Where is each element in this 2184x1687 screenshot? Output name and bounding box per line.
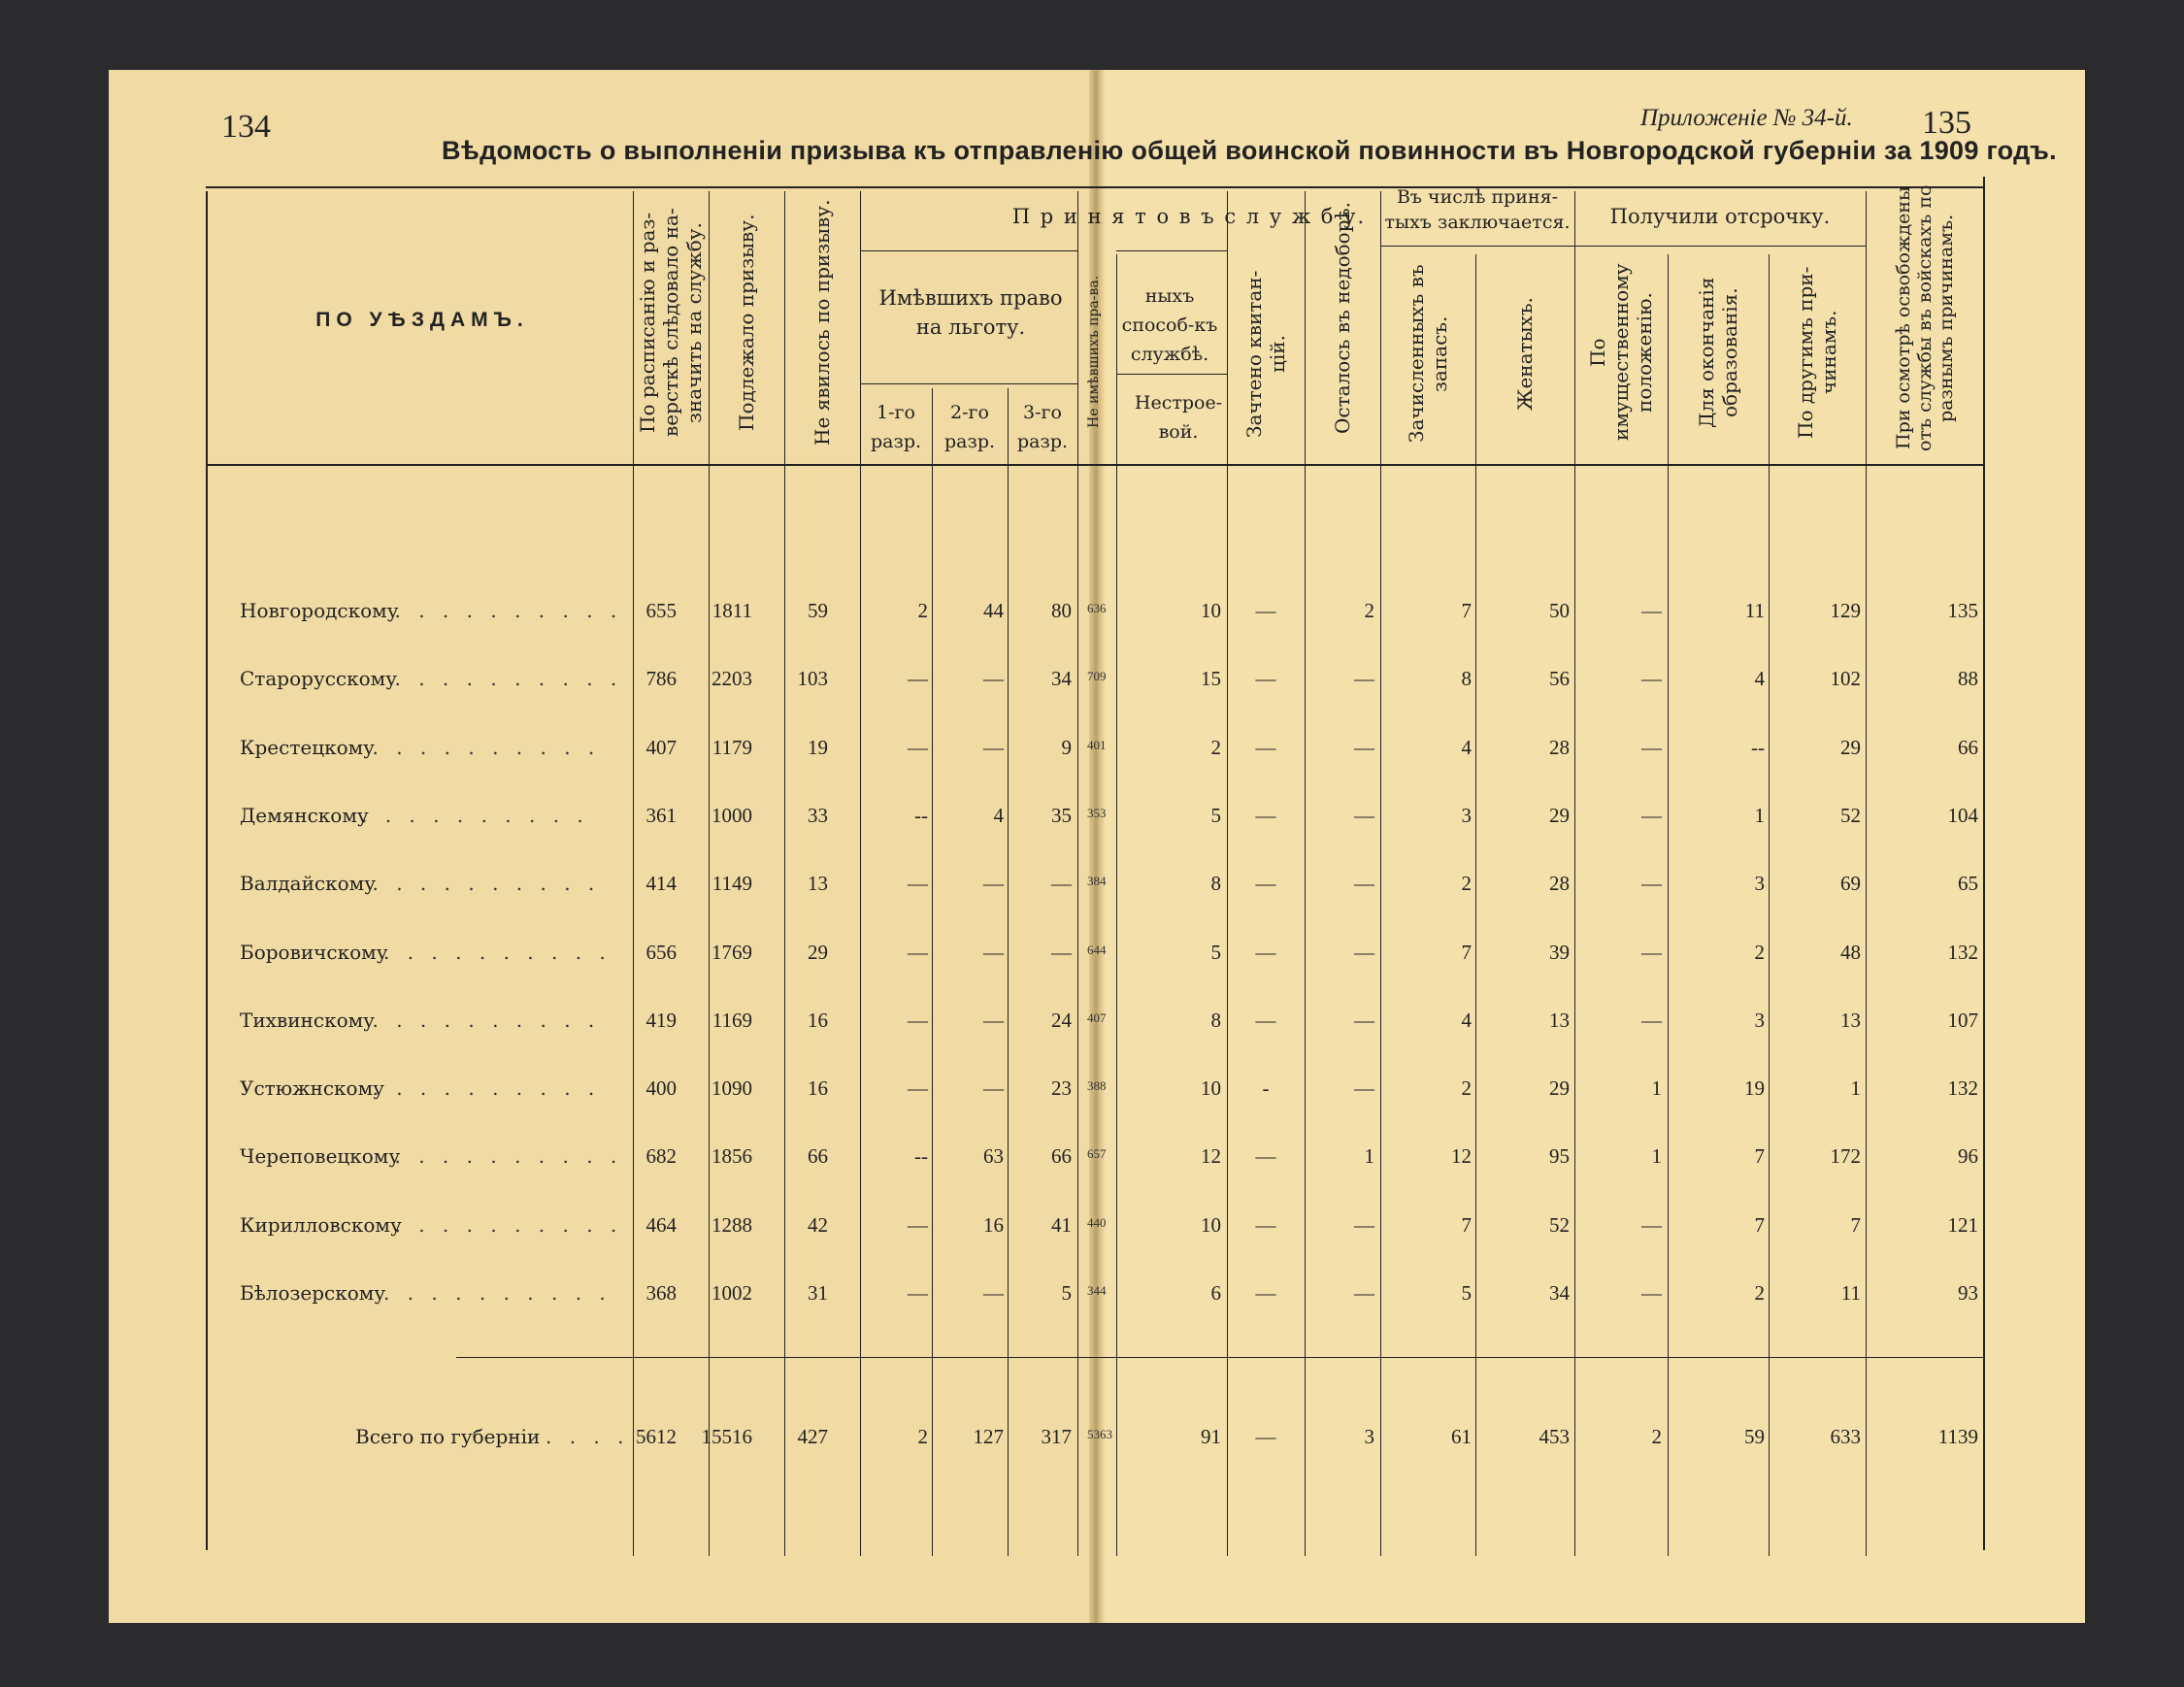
clipped-value: 407 — [1087, 1009, 1107, 1025]
header-noncombat: Нестрое-вой. — [1134, 392, 1223, 443]
cell-value: 8 — [1210, 1008, 1221, 1032]
cell-value: 59 — [808, 599, 828, 622]
cell-value: 4 — [993, 803, 1004, 827]
cell-value: 35 — [1051, 803, 1072, 827]
cell-value: 33 — [808, 803, 828, 827]
cell-value: — — [1641, 872, 1662, 896]
cell-value: 93 — [1958, 1281, 1978, 1305]
cell-value: 464 — [645, 1212, 677, 1237]
total-label: Всего по губерніи — [355, 1425, 541, 1448]
cell-value: 28 — [1549, 872, 1570, 896]
cell-value: 96 — [1958, 1144, 1978, 1169]
cell-value: — — [1255, 1425, 1276, 1448]
header-subrule — [1116, 374, 1227, 375]
cell-value: 16 — [808, 1076, 828, 1101]
clipped-value: 384 — [1087, 874, 1107, 889]
cell-value: — — [1255, 735, 1276, 759]
cell-value: 5 — [1061, 1281, 1072, 1305]
cell-value: -- — [914, 803, 928, 827]
leader-dots: . . . . . . . . . . — [372, 872, 601, 896]
cell-value: 655 — [645, 599, 677, 622]
header-among-accepted: Въ числѣ приня-тыхъ заключается. — [1384, 186, 1571, 233]
cell-value: 12 — [1451, 1144, 1472, 1169]
clipped-value: 709 — [1087, 669, 1107, 684]
leader-dots: . . . . — [546, 1425, 630, 1448]
cell-value: 6 — [1210, 1281, 1221, 1305]
cell-value: 10 — [1201, 599, 1221, 622]
cell-value: 682 — [645, 1144, 677, 1169]
cell-value: 129 — [1830, 599, 1861, 622]
leader-dots: . . . . . . . . . . — [394, 599, 623, 622]
cell-value: 24 — [1051, 1008, 1072, 1032]
cell-value: — — [1255, 599, 1276, 622]
cell-value: — — [908, 1281, 928, 1305]
leader-dots: . . . . . . . . . . — [394, 1212, 623, 1237]
leader-dots: . . . . . . . . . . — [394, 1144, 623, 1169]
header-cat2: 2-го разр. — [943, 402, 996, 452]
cell-value: 52 — [1840, 803, 1861, 827]
column-rule — [1116, 254, 1117, 1556]
cell-value: — — [908, 1076, 928, 1101]
cell-value: 13 — [808, 872, 828, 896]
clipped-value: 401 — [1087, 737, 1107, 752]
cell-value: 11 — [1744, 599, 1765, 622]
cell-value: 1856 — [711, 1144, 752, 1169]
district-name: Бѣлозерскому — [240, 1281, 386, 1305]
header-shortfall: Осталось въ недоборѣ. — [1331, 202, 1354, 434]
cell-value: 1769 — [711, 940, 752, 964]
cell-value: — — [1255, 1144, 1276, 1169]
cell-value: — — [983, 940, 1004, 964]
cell-value: 4 — [1461, 1008, 1472, 1032]
cell-value: 7 — [1461, 940, 1472, 964]
cell-value: 7 — [1850, 1212, 1861, 1237]
cell-value: 16 — [808, 1008, 828, 1032]
cell-value: 13 — [1840, 1008, 1861, 1032]
cell-value: — — [1255, 803, 1276, 827]
cell-value: — — [983, 1281, 1004, 1305]
header-subrule — [1116, 250, 1227, 251]
cell-value: — — [1641, 667, 1662, 691]
cell-value: — — [908, 940, 928, 964]
column-rule — [932, 388, 933, 1556]
cell-value: 2 — [1754, 1281, 1765, 1305]
cell-value: 28 — [1549, 735, 1570, 759]
cell-value: 19 — [1744, 1076, 1765, 1101]
district-name: Устюжнскому — [240, 1076, 384, 1101]
clipped-value: 344 — [1087, 1283, 1107, 1298]
header-cat1: 1-го разр. — [870, 402, 922, 452]
leader-dots: . . . . . . . . . . — [361, 803, 589, 827]
cell-value: 48 — [1840, 940, 1861, 964]
cell-value: 31 — [808, 1281, 828, 1305]
cell-value: 2203 — [711, 667, 752, 691]
cell-value: 453 — [1539, 1425, 1570, 1448]
district-name: Кирилловскому — [240, 1212, 402, 1237]
cell-value: 66 — [1958, 735, 1978, 759]
cell-value: 103 — [797, 667, 828, 691]
table-top-rule — [206, 186, 1984, 188]
cell-value: — — [1354, 735, 1374, 759]
cell-value: — — [1255, 1212, 1276, 1237]
cell-value: 50 — [1549, 599, 1570, 622]
cell-value: 15 — [1201, 667, 1221, 691]
cell-value: — — [908, 667, 928, 691]
cell-value: 317 — [1041, 1425, 1072, 1448]
cell-value: -- — [1751, 735, 1765, 759]
cell-value: 1811 — [711, 599, 752, 622]
district-name: Крестецкому — [240, 735, 375, 759]
cell-value: 9 — [1061, 735, 1072, 759]
header-reserve: Зачисленныхъ въ запасъ. — [1405, 264, 1451, 444]
cell-value: — — [1641, 599, 1662, 622]
cell-value: — — [908, 872, 928, 896]
header-property: По имущественному положенію. — [1586, 263, 1656, 442]
header-bottom-rule — [206, 464, 1984, 466]
cell-value: 104 — [1947, 803, 1978, 827]
cell-value: 656 — [645, 940, 677, 964]
cell-value: — — [1354, 1076, 1374, 1101]
cell-value: — — [1255, 667, 1276, 691]
cell-value: 7 — [1754, 1212, 1765, 1237]
district-name: Новгородскому — [240, 599, 399, 622]
cell-value: 12 — [1201, 1144, 1221, 1169]
header-no-privilege: Не имѣвшихъ пра-ва. — [1086, 275, 1102, 428]
cell-value: — — [1354, 1212, 1374, 1237]
cell-value: 34 — [1051, 667, 1072, 691]
cell-value: 2 — [1461, 872, 1472, 896]
cell-value: 3 — [1461, 803, 1472, 827]
header-fit-fragment: ныхъ способ-къ службѣ. — [1121, 285, 1218, 365]
cell-value: — — [908, 1212, 928, 1237]
document-title: Вѣдомость о выполненіи призыва къ отправленію общей воинской повинности въ Новгородской губерніи за 1909 годъ. — [442, 136, 2057, 165]
clipped-value: 388 — [1087, 1078, 1107, 1094]
cell-value: 132 — [1947, 940, 1978, 964]
cell-value: 66 — [808, 1144, 828, 1169]
cell-value: — — [1255, 940, 1276, 964]
cell-value: 66 — [1051, 1144, 1072, 1169]
cell-value: 10 — [1201, 1076, 1221, 1101]
leader-dots: . . . . . . . . . . — [372, 735, 601, 759]
cell-value: — — [908, 1008, 928, 1032]
clipped-value: 657 — [1087, 1146, 1107, 1162]
cell-value: 41 — [1051, 1212, 1072, 1237]
header-privileged: Имѣвшихъ право на льготу. — [878, 286, 1063, 339]
cell-value: — — [1641, 1008, 1662, 1032]
cell-value: 132 — [1947, 1076, 1978, 1101]
clipped-value: 644 — [1087, 942, 1107, 957]
header-not-appeared: Не явилось по призыву. — [811, 199, 834, 447]
cell-value: 11 — [1840, 1281, 1861, 1305]
leader-dots: . . . . . . . . . . — [383, 1281, 612, 1305]
cell-value: — — [983, 1076, 1004, 1101]
header-district: ПО УѢЗДАМЪ. — [315, 309, 529, 331]
cell-value: 107 — [1947, 1008, 1978, 1032]
cell-value: 414 — [645, 872, 677, 896]
clipped-value: 353 — [1087, 805, 1107, 820]
cell-value: 2 — [917, 1425, 928, 1448]
cell-value: 102 — [1830, 667, 1861, 691]
header-subrule — [860, 250, 1077, 251]
cell-value: 13 — [1549, 1008, 1570, 1032]
cell-value: — — [1641, 1281, 1662, 1305]
cell-value: — — [1051, 872, 1072, 896]
cell-value: 29 — [808, 940, 828, 964]
cell-value: 127 — [973, 1425, 1004, 1448]
page-number-left: 134 — [221, 109, 271, 145]
cell-value: 1169 — [711, 1008, 752, 1032]
district-name: Старорусскому — [240, 667, 397, 691]
column-rule — [1008, 388, 1009, 1556]
district-name: Тихвинскому — [240, 1008, 375, 1032]
cell-value: 23 — [1051, 1076, 1072, 1101]
cell-value: — — [1354, 1008, 1374, 1032]
cell-value: — — [1641, 735, 1662, 759]
table-left-rule — [206, 191, 208, 1550]
page-number-right: 135 — [1922, 105, 1971, 141]
clipped-value: 636 — [1087, 601, 1107, 615]
cell-value: 400 — [645, 1076, 677, 1101]
header-deferral: Получили отсрочку. — [1609, 205, 1831, 228]
cell-value: 29 — [1549, 1076, 1570, 1101]
cell-value: — — [1255, 1281, 1276, 1305]
cell-value: 2 — [917, 599, 928, 622]
cell-value: 1 — [1651, 1144, 1662, 1169]
cell-value: 5 — [1210, 803, 1221, 827]
header-subject: Подлежало призыву. — [735, 214, 758, 432]
cell-value: 88 — [1958, 667, 1978, 691]
cell-value: 8 — [1461, 667, 1472, 691]
cell-value: 2 — [1210, 735, 1221, 759]
cell-value: 56 — [1549, 667, 1570, 691]
cell-value: 1 — [1651, 1076, 1662, 1101]
cell-value: 8 — [1210, 872, 1221, 896]
cell-value: 16 — [983, 1212, 1004, 1237]
cell-value: 1 — [1754, 803, 1765, 827]
cell-value: 80 — [1051, 599, 1072, 622]
leader-dots: . . . . . . . . . . — [372, 1076, 601, 1101]
clipped-value: 5363 — [1087, 1427, 1112, 1441]
cell-value: — — [1255, 1008, 1276, 1032]
cell-value: 1139 — [1937, 1425, 1978, 1448]
cell-value: 69 — [1840, 872, 1861, 896]
cell-value: — — [983, 1008, 1004, 1032]
header-subrule — [860, 383, 1077, 384]
cell-value: 52 — [1549, 1212, 1570, 1237]
cell-value: — — [983, 735, 1004, 759]
cell-value: — — [908, 735, 928, 759]
cell-value: 5612 — [636, 1425, 677, 1448]
cell-value: 1000 — [711, 803, 752, 827]
appendix-label: Приложеніе № 34-й. — [1640, 105, 1853, 131]
cell-value: 34 — [1549, 1281, 1570, 1305]
cell-value: 1 — [1850, 1076, 1861, 1101]
cell-value: 5 — [1461, 1281, 1472, 1305]
cell-value: 419 — [645, 1008, 677, 1032]
cell-value: 63 — [983, 1144, 1004, 1169]
cell-value: 633 — [1830, 1425, 1861, 1448]
cell-value: 29 — [1549, 803, 1570, 827]
cell-value: 427 — [797, 1425, 828, 1448]
cell-value: 121 — [1947, 1212, 1978, 1237]
cell-value: 3 — [1754, 1008, 1765, 1032]
cell-value: — — [1354, 803, 1374, 827]
leader-dots: . . . . . . . . . . — [372, 1008, 601, 1032]
clipped-value: 440 — [1087, 1214, 1107, 1230]
cell-value: — — [1354, 667, 1374, 691]
cell-value: 368 — [645, 1281, 677, 1305]
cell-value: 1090 — [711, 1076, 752, 1101]
cell-value: 91 — [1201, 1425, 1221, 1448]
header-education: Для окончанія образованія. — [1695, 277, 1741, 428]
cell-value: — — [983, 667, 1004, 691]
header-cat3: 3-го разр. — [1016, 402, 1069, 452]
cell-value: 61 — [1451, 1425, 1472, 1448]
cell-value: 42 — [808, 1212, 828, 1237]
cell-value: 2 — [1364, 599, 1374, 622]
leader-dots: . . . . . . . . . . — [394, 667, 623, 691]
cell-value: 4 — [1754, 667, 1765, 691]
cell-value: — — [1354, 940, 1374, 964]
cell-value: 407 — [645, 735, 677, 759]
cell-value: 5 — [1210, 940, 1221, 964]
cell-value: 10 — [1201, 1212, 1221, 1237]
header-by-schedule: По расписанію и раз-версткѣ слѣдовало на-значить на службу. — [636, 208, 706, 438]
cell-value: 135 — [1947, 599, 1978, 622]
cell-value: 1 — [1364, 1144, 1374, 1169]
header-other: По другимъ при-чинамъ. — [1794, 266, 1840, 439]
cell-value: — — [983, 872, 1004, 896]
district-name: Боровичскому — [240, 940, 388, 964]
total-separator-rule — [456, 1357, 1984, 1358]
header-subrule — [1574, 246, 1866, 247]
cell-value: 7 — [1461, 599, 1472, 622]
district-name: Валдайскому — [240, 872, 376, 896]
cell-value: 15516 — [701, 1425, 752, 1448]
cell-value: 3 — [1364, 1425, 1374, 1448]
cell-value: 95 — [1549, 1144, 1570, 1169]
cell-value: 29 — [1840, 735, 1861, 759]
cell-value: 59 — [1744, 1425, 1765, 1448]
cell-value: 1179 — [711, 735, 752, 759]
header-married: Женатыхъ. — [1513, 297, 1537, 411]
cell-value: — — [1051, 940, 1072, 964]
cell-value: — — [1641, 940, 1662, 964]
cell-value: 4 — [1461, 735, 1472, 759]
cell-value: 361 — [645, 803, 677, 827]
cell-value: 1149 — [711, 872, 752, 896]
district-name: Череповецкому — [240, 1144, 401, 1169]
leader-dots: . . . . . . . . . . — [383, 940, 612, 964]
cell-value: 172 — [1830, 1144, 1861, 1169]
cell-value: 44 — [983, 599, 1004, 622]
cell-value: — — [1641, 803, 1662, 827]
cell-value: — — [1354, 872, 1374, 896]
cell-value: 2 — [1754, 940, 1765, 964]
header-accepted: П р и н я т о в ъ с л у ж б у. — [1011, 205, 1367, 228]
cell-value: — — [1255, 872, 1276, 896]
cell-value: — — [1641, 1212, 1662, 1237]
header-receipts: Зачтено квитан-цій. — [1242, 270, 1289, 438]
cell-value: 39 — [1549, 940, 1570, 964]
cell-value: — — [1354, 1281, 1374, 1305]
header-subrule — [1380, 246, 1574, 247]
cell-value: - — [1262, 1076, 1270, 1101]
cell-value: 7 — [1461, 1212, 1472, 1237]
cell-value: -- — [914, 1144, 928, 1169]
cell-value: 1002 — [711, 1281, 752, 1305]
gutter-clipped-values — [1086, 578, 1112, 1500]
cell-value: 1288 — [711, 1212, 752, 1237]
cell-value: 2 — [1651, 1425, 1662, 1448]
cell-value: 786 — [645, 667, 677, 691]
cell-value: 19 — [808, 735, 828, 759]
cell-value: 2 — [1461, 1076, 1472, 1101]
cell-value: 7 — [1754, 1144, 1765, 1169]
cell-value: 3 — [1754, 872, 1765, 896]
header-exempt: При осмотрѣ освобождены отъ службы въ войскахъ по разнымъ причинамъ. — [1893, 184, 1957, 451]
cell-value: 65 — [1958, 872, 1978, 896]
district-name: Демянскому — [240, 803, 369, 827]
